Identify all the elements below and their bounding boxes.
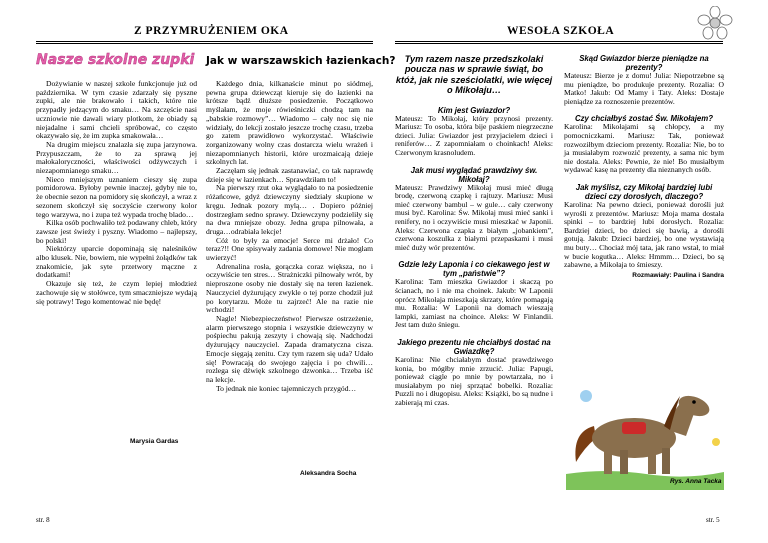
question: Kim jest Gwiazdor? [437, 105, 511, 115]
zupki-title: Nasze szkolne zupki [36, 52, 195, 68]
answer: Mateusz: To Mikołaj, który przynosi prezenty. Mariusz: To osoba, która bije paskiem niegrzeczne dzieci. Julia: Gwiazdor jest przyjacielem dzieci i reniferów… Z zapomniałam o choinkach! Aleks: Czerwonym krasnoludem. [395, 113, 553, 157]
answer: Karolina: Nie chciałabym dostać prawdziwego konia, bo mógłby mnie zrzucić. Julia: Papugi, ponieważ ciągle po mnie by powtarzała, no i musiałabym po niej sprzątać bobelki. Rozalia: Puzzli no i długopisu. Aleks: Książki, bo są nudne i zabierają mi czas. [395, 354, 553, 407]
lazienki-paragraph: Nagle! Niebezpieczeństwo! Pierwsze ostrzeżenie, alarm pierwszego stopnia i wszystkie dziewczyny w pośpiechu pakują zeszyty i chowają się. Nadchodzi dyżurujący nauczyciel. Zapada dramatyczna cisza. Emocje sięgają zenitu. Czy tym razem się uda? Udało się! Powracają do swojego zajęcia i po chwili… rozlega się dźwięk szkolnego dzwonka… Trzeba iść na lekcje. [206, 313, 373, 384]
right-header-rule [395, 41, 723, 42]
lazienki-paragraph: Adrenalina rosła, gorączka coraz większa, no i oczywiście ten stres… Strażniczki pilnowały wrót, by nieproszone osoby nie dostały się na teren łazienek. Nauczyciel dyżurujący zwykle o tej porze chodził już po korytarzu. Może tu zajrzeć! Ale na razie nie wchodzi! [206, 261, 373, 315]
interview-authors: Rozmawiały: Paulina i Sandra [632, 271, 724, 279]
left-page-number: str. 8 [36, 516, 50, 524]
question: Czy chciałbyś zostać Św. Mikołajem? [575, 114, 713, 124]
zupki-paragraph: Okazuje się też, że czym lepiej młodzież zachowuje się w stołówce, tym smaczniejsze wydają się potrawy! Tego komentować nie będę! [36, 279, 197, 306]
zupki-article [36, 80, 197, 306]
zupki-paragraph: Niektórzy uparcie dopominają się naleśników albo klusek. Nie, bowiem, nie wypełni żołądków tak znakomicie, jak syte przetwory mączne z dodatkami! [36, 244, 197, 280]
question: Jak myślisz, czy Mikołaj bardziej lubi dzieci czy dorosłych, dlaczego? [575, 182, 713, 201]
lazienki-paragraph: Zaczęłam się jednak zastanawiać, co tak naprawdę dzieje się w łazienkach… Sprawdziłam to! [206, 166, 373, 184]
answer: Mateusz: Bierze je z domu! Julia: Niepotrzebne są mu pieniądze, bo produkuje prezenty. Rozalia: O Matko! Jakub: Od Mamy i Taty. Aleks: Dostaje pieniądze za roznoszenie prezentów. [564, 71, 724, 106]
right-header-rule-2 [395, 43, 723, 44]
question: Gdzie leży Laponia i co ciekawego jest w tym „państwie”? [398, 260, 550, 279]
left-header-rule-2 [36, 43, 373, 44]
question: Skąd Gwiazdor bierze pieniądze na prezenty? [579, 54, 709, 72]
right-page-header: WESOŁA SZKOŁA [507, 25, 615, 37]
left-header-rule [36, 41, 373, 42]
lazienki-paragraph: Na pierwszy rzut oka wyglądało to na posiedzenie różańcowe, gdyż dziewczyny siedziały skupione w kręgu. Jednak pozory mylą… . Dopiero później dostrzegłam sedno sprawy. Dziewczyny podzieliły się na dwa mniejsze obozy. Jedna grupa pilnowała, a druga…odrabiała lekcje! [206, 183, 373, 236]
zupki-paragraph: Dożywianie w naszej szkole funkcjonuje już od października. W tym czasie zdarzały się pyszne zupki, ale nie brakowało i takich, które nie przypadły jedzącym do smaku… Na szczęście nasi uczniowie nie dawali wiary plotkom, że obiady są niejadalne i sami chcieli spróbować, co często okazywało się, że im zupka smakowała… [36, 79, 197, 141]
answer: Karolina: Tam mieszka Gwiazdor i skaczą po ścianach, no i nie ma choinek. Jakub: W Laponii oprócz Mikołaja mieszkają skrzaty, które pomagają mu. Rozalia: W Laponii na domach wieszają lampki, zamiast na choince. Aleks: W Finlandii. Jest tam dużo śniegu. [395, 277, 553, 330]
interview-col-2 [564, 54, 724, 279]
zupki-paragraph: Nieco mniejszym uznaniem cieszy się zupa pomidorowa. Byłoby pewnie inaczej, gdyby nie to, że obecnie sezon na pomidory się skończył, a wraz z sezonem skończył się soczyście czerwony kolor tego warzywa, no i zupa też wypada trochę blado… [36, 174, 197, 219]
lazienki-paragraph: To jednak nie koniec tajemniczych przygód… [216, 383, 357, 393]
drawing-caption: Rys. Anna Tacka [670, 478, 722, 485]
zupki-paragraph: Kilka osób pochwaliło też podawany chleb, który zawsze jest świeży i pyszny. Wiadomo – najlepszy, bo polski! [36, 218, 197, 245]
horse-drawing [566, 382, 724, 490]
lazienki-article [206, 80, 373, 393]
answer: Karolina: Na pewno dzieci, ponieważ dorośli już wyrośli z prezentów. Mariusz: Moja mama dostała spinki – to bardziej lubi dorosłych. Rozalia: Bardziej dzieci, bo dzieci się bawią, a dorośli gotują. Jakub: Dzieci bardziej, bo one wystawiają mu buty… Chociaż mój tata, jak rano wstał, to miał w bucie kogutka… Aleks: Hmmm… Dzieci, bo są zabawne, a Mikołaja to śmieszy. [564, 199, 724, 270]
interview-intro: Tym razem nasze przedszkolaki poucza nas w sprawie świąt, bo któż, jak nie sześciolatki, wie więcej o Mikołaju… [395, 54, 553, 96]
question: Jak musi wyglądać prawdziwy św. Mikołaj? [410, 165, 538, 184]
interview-col-1 [395, 54, 553, 407]
zupki-author: Marysia Gardas [130, 438, 179, 445]
lazienki-paragraph: Cóż to były za emocje! Serce mi drżało! Co teraz?!! One spisywały zadania domowe! Nie mogłam uwierzyć! [206, 235, 373, 263]
zupki-paragraph: Na drugim miejscu znalazła się zupa jarzynowa. Przypuszczam, że to za sprawą jej małokaloryczności, właściwości odżywczych i niezapomnianego smaku… [36, 139, 197, 176]
answer: Karolina: Mikołajami są chłopcy, a my pomocniczkami. Mariusz: Tak, ponieważ rozwoziłbym dzieciom prezenty. Rozalia: Nie, bo to ja musiałabym rozwozić prezenty, a sama nic bym nie dostała. Aleks: Pewnie, że nie! Bo musiałbym wydawać kasę na prezenty dla nieznanych osób. [564, 122, 724, 175]
lazienki-paragraph: Każdego dnia, kilkanaście minut po siódmej, pewna grupa dziewcząt kieruje się do łazienki na krótsze bądź dłuższe posiedzenie. Początkowo myślałam, że moje rówieśniczki chodzą tam na „babskie rozmowy”… Wiadomo – cały noc się nie widziały, do lekcji zostało jeszcze trochę czasu, trzeba go zatem prawidłowo wykorzystać. Właściwie zorganizowany wolny czas dostarcza wielu wrażeń i niezapomnianych historii, które urozmaicają dzieje szkolnych lat. [206, 79, 373, 167]
right-page-number: str. 5 [706, 516, 720, 524]
lazienki-author: Aleksandra Socha [300, 470, 357, 477]
answer: Mateusz: Prawdziwy Mikołaj musi mieć długą brodę, czerwoną czapkę i rajtuzy. Mariusz: Musi mieć czerwony bambul – w gule… cały czerwony musi być. Karolina: Św. Mikołaj musi mieć sanki i renifery, no i oczywiście musi mieszkać w Japonii. Aleks: Czerwona czapka z białym „jobankiem”, czerwona koszulka z białymi przepaskami i musi mieć duży wór prezentów. [395, 182, 553, 252]
flower-icon [695, 6, 735, 42]
question: Jakiego prezentu nie chciałbyś dostać na Gwiazdkę? [397, 337, 551, 356]
left-page-header: Z PRZYMRUŻENIEM OKA [134, 25, 289, 37]
lazienki-title: Jak w warszawskich łazienkach? [206, 55, 396, 67]
